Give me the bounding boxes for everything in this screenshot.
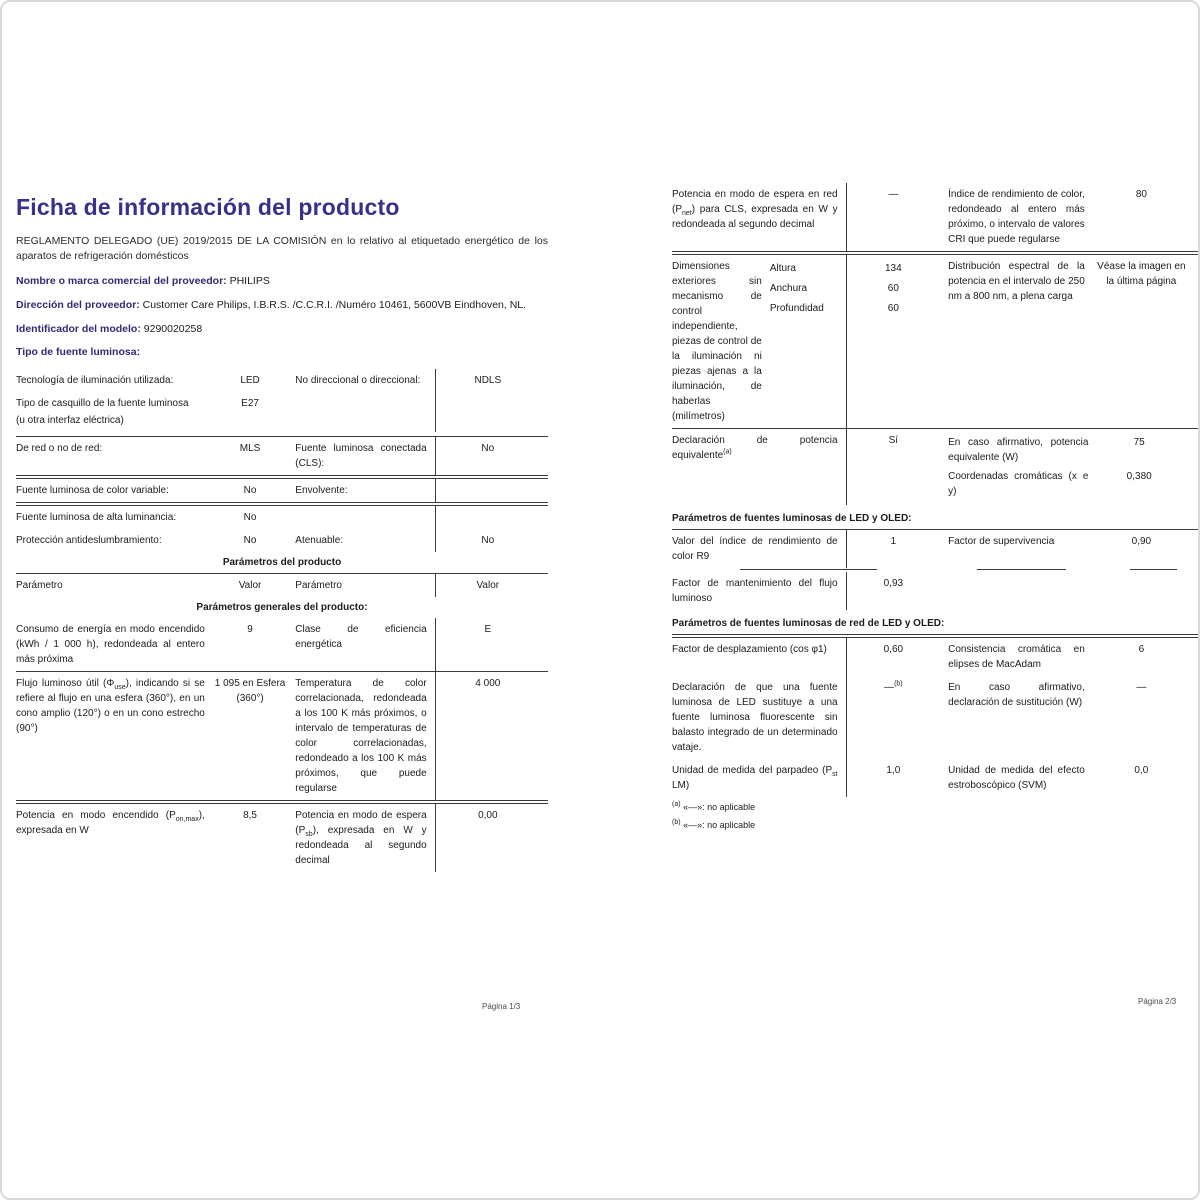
table-row — [672, 183, 1198, 251]
param-value: — — [1136, 682, 1147, 693]
footnote-text: «—»: no aplicable — [683, 802, 756, 812]
param-value — [213, 409, 295, 417]
param-value: LED — [240, 375, 260, 386]
table-row — [16, 506, 548, 529]
model-id-label: Identificador del modelo: — [16, 322, 141, 335]
param-value: 75 — [1133, 437, 1145, 448]
table-row — [672, 638, 1198, 676]
supplier-name-value: PHILIPS — [229, 275, 270, 287]
param-label — [295, 392, 434, 400]
table-row — [16, 409, 548, 436]
equivalence-subtable — [948, 429, 1198, 505]
footnote-a — [672, 801, 1198, 815]
param-value: 1 095 en Esfera (360°) — [214, 678, 286, 704]
param-value: 8,5 — [243, 810, 257, 821]
column-header: Valor — [435, 574, 548, 597]
param-value: No — [435, 529, 548, 552]
param-value: 0,90 — [1131, 536, 1152, 547]
param-label: Factor de desplazamiento (cos φ1) — [672, 644, 827, 655]
dimension-label: Profundidad — [769, 303, 824, 314]
param-value: 4 000 — [435, 672, 548, 800]
page-title: Ficha de información del producto — [16, 194, 400, 220]
param-value: E27 — [241, 398, 259, 409]
param-value: No — [243, 512, 257, 523]
param-value — [435, 506, 548, 529]
table-row-equivalence — [672, 429, 1198, 505]
param-label — [295, 804, 434, 872]
label-text: Unidad de medida del parpadeo (P — [672, 765, 833, 776]
param-label: Tecnología de iluminación utilizada: — [16, 375, 174, 386]
label-text: ), expresada en W — [16, 810, 205, 836]
param-label: Tipo de casquillo de la fuente luminosa — [16, 398, 189, 409]
supplier-address-value: Customer Care Philips, I.B.R.S. /C.C.R.I. /Numéro 10461, 5600VB Eindhoven, NL. — [142, 298, 527, 311]
param-label — [672, 759, 846, 797]
label-subscript: sb — [305, 831, 313, 838]
label-text: Potencia en modo de espera (P — [295, 810, 427, 836]
param-label: Factor de mantenimiento del flujo luminoso — [672, 578, 838, 604]
section-header-general-parameters: Parámetros generales del producto: — [196, 602, 368, 613]
param-label: Envolvente: — [295, 485, 348, 496]
param-label: Declaración de que una fuente luminosa de LED sustituye a una fuente luminosa fluorescente sin balasto integrado de un determinado vataje. — [672, 682, 838, 753]
param-value: — — [846, 183, 949, 251]
model-id-row — [16, 322, 548, 338]
param-value: E — [435, 618, 548, 671]
table-row — [672, 572, 1198, 610]
param-label — [295, 506, 434, 514]
param-value: 0,380 — [1126, 471, 1152, 482]
column-header: Parámetro — [16, 580, 63, 591]
param-label: De red o no de red: — [16, 443, 103, 454]
label-subscript: st — [832, 771, 838, 778]
param-label: Unidad de medida del efecto estroboscópico (SVM) — [948, 765, 1085, 791]
param-label: Valor del índice de rendimiento de color R9 — [672, 536, 838, 562]
param-value: 1 — [846, 530, 949, 568]
param-label — [295, 409, 434, 417]
param-value: 0,00 — [435, 804, 548, 872]
table-row-dimensions — [672, 255, 1198, 428]
column-header-row — [16, 574, 548, 597]
footnote-text: «—»: no aplicable — [683, 819, 756, 830]
dimension-value: 60 — [887, 303, 899, 314]
param-value: No — [243, 535, 257, 546]
sub-row — [948, 467, 1190, 501]
table-row — [672, 759, 1198, 797]
param-label: Clase de eficiencia energética — [295, 624, 427, 650]
param-label: En caso afirmativo, potencia equivalente (W) — [948, 437, 1089, 463]
param-label — [16, 672, 213, 740]
dimension-label: Altura — [769, 263, 796, 274]
param-value: 0,60 — [846, 638, 949, 676]
footnote-marker: (a) — [672, 801, 681, 808]
param-label: Temperatura de color correlacionada, redondeada a los 100 K más próximos, o intervalo de temperaturas de color correlacionadas, redondeado a los 100 K más próximos, que puede regularse — [295, 678, 427, 794]
label-text: Potencia en modo encendido (P — [16, 810, 176, 821]
param-value — [435, 409, 548, 432]
dimension-values — [846, 255, 949, 428]
column-header: Parámetro — [295, 580, 342, 591]
label-text: LM) — [672, 780, 690, 791]
sub-row — [948, 433, 1190, 467]
page-number: Página 1/3 — [482, 1002, 521, 1011]
page-2 — [672, 183, 1198, 832]
supplier-name-label: Nombre o marca comercial del proveedor: — [16, 275, 227, 287]
page-1 — [16, 190, 548, 872]
label-subscript: use — [114, 684, 126, 691]
param-value: No — [243, 485, 257, 496]
supplier-address-label: Dirección del proveedor: — [16, 298, 140, 311]
supplier-name-row — [16, 274, 548, 290]
label-text: ), expresada en W y redondeada al segundo decimal — [295, 825, 427, 866]
label-text: ), indicando si se refiere al flujo en una esfera (360°), en un cono amplio (120°) o en un cono estrecho (90°) — [16, 678, 205, 734]
param-label: Fuente luminosa conectada (CLS): — [295, 443, 427, 469]
param-value: No — [435, 437, 548, 475]
section-header-product-parameters: Parámetros del producto — [222, 557, 342, 568]
model-id-value: 9290020258 — [143, 322, 203, 335]
footnote-marker: (b) — [672, 818, 681, 826]
param-label: Fuente luminosa de alta luminancia: — [16, 512, 177, 523]
table-row — [672, 676, 1198, 759]
dimension-value: 60 — [887, 283, 899, 294]
label-subscript: on,max — [175, 816, 199, 823]
footnote-marker: (b) — [894, 680, 903, 688]
param-label — [948, 572, 1093, 580]
value-text: — — [884, 682, 895, 693]
table-row — [16, 672, 548, 800]
light-source-type-row — [16, 345, 548, 361]
table-row — [16, 618, 548, 671]
column-header: Valor — [238, 580, 262, 591]
supplier-address-row — [16, 298, 548, 314]
param-value: 0,0 — [1134, 765, 1149, 776]
param-label: Dimensiones exteriores sin mecanismo de control independiente, piezas de control de la iluminación ni piezas ajenas a la iluminación, de haberlas (milímetros) — [672, 261, 762, 422]
param-label: Consistencia cromática en elipses de MacAdam — [948, 644, 1085, 670]
light-source-type-label: Tipo de fuente luminosa: — [16, 346, 141, 359]
section-header-led-oled: Parámetros de fuentes luminosas de LED y OLED: — [672, 513, 912, 524]
param-value — [846, 676, 949, 759]
footnote-b — [672, 819, 1198, 833]
param-label — [672, 429, 846, 467]
param-label: Protección antideslumbramiento: — [16, 535, 162, 546]
param-value: Véase la imagen en la última página — [1097, 261, 1186, 287]
param-value: NDLS — [435, 369, 548, 392]
table-row — [16, 529, 548, 552]
param-value: 6 — [1138, 644, 1145, 655]
regulation-text: REGLAMENTO DELEGADO (UE) 2019/2015 DE LA COMISIÓN en lo relativo al etiquetado energético de los aparatos de refrigeración domésticos — [16, 234, 548, 263]
label-text: Potencia en modo de espera en red (P — [672, 189, 838, 215]
param-value: Sí — [846, 429, 949, 505]
param-label: En caso afirmativo, declaración de sustitución (W) — [948, 682, 1085, 708]
param-value: MLS — [239, 443, 261, 454]
param-label: Distribución espectral de la potencia en el intervalo de 250 nm a 800 nm, a plena carga — [948, 261, 1085, 302]
table-row — [16, 369, 548, 392]
label-subscript: net — [682, 210, 692, 217]
param-value: 80 — [1135, 189, 1147, 200]
param-label: Atenuable: — [295, 535, 344, 546]
dimension-label: Anchura — [769, 283, 808, 294]
param-value: 9 — [247, 624, 253, 635]
param-label: Consumo de energía en modo encendido (kWh / 1 000 h), redondeada al entero más próxima — [16, 624, 205, 665]
light-source-table — [16, 369, 548, 552]
param-label: No direccional o direccional: — [295, 375, 421, 386]
param-note: (u otra interfaz eléctrica) — [16, 415, 124, 426]
label-text: ) para CLS, expresada en W y redondeada al segundo decimal — [672, 204, 838, 230]
footnote-marker: (a) — [723, 448, 732, 456]
section-header-mains-led-oled: Parámetros de fuentes luminosas de red de LED y OLED: — [672, 618, 945, 629]
page-number: Página 2/3 — [1138, 997, 1177, 1006]
param-label — [16, 804, 213, 842]
param-label: Índice de rendimiento de color, redondeado al entero más próximo, o intervalo de valores CRI que puede regularse — [948, 189, 1085, 245]
table-row — [16, 804, 548, 872]
param-label — [672, 183, 846, 236]
param-value — [435, 479, 548, 502]
label-text: Flujo luminoso útil (Φ — [16, 678, 115, 689]
param-value: 0,93 — [846, 572, 949, 610]
table-row — [672, 530, 1198, 568]
param-value — [1093, 572, 1198, 580]
param-label: Factor de supervivencia — [948, 536, 1055, 547]
label-text: Declaración de potencia equivalente — [672, 435, 838, 461]
param-value: 1,0 — [846, 759, 949, 797]
partial-divider — [672, 569, 1198, 571]
table-row — [16, 437, 548, 475]
param-label: Coordenadas cromáticas (x e y) — [948, 471, 1089, 497]
table-row — [16, 479, 548, 502]
param-label: Fuente luminosa de color variable: — [16, 485, 169, 496]
dimension-value: 134 — [885, 263, 902, 274]
dimension-labels — [770, 255, 846, 323]
